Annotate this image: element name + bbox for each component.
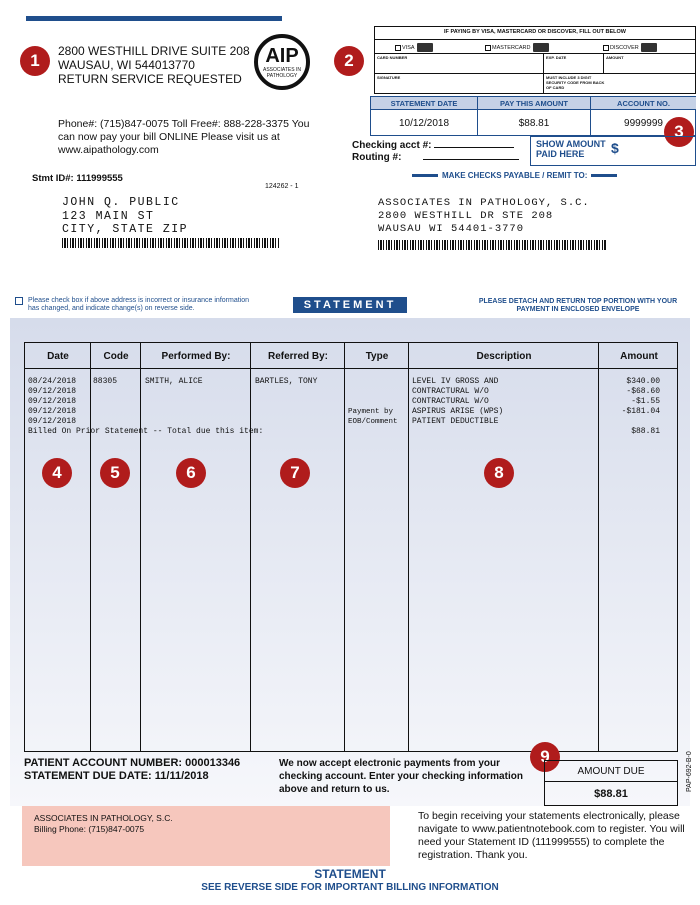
remit-barcode <box>378 240 606 250</box>
performed-by-cell: SMITH, ALICE <box>145 377 203 386</box>
col-header-type: Type <box>365 350 389 362</box>
visa-option[interactable] <box>395 43 433 52</box>
col-header-performed-by: Performed By: <box>161 350 231 362</box>
mastercard-label: MASTERCARD <box>492 44 531 51</box>
statement-due-date: STATEMENT DUE DATE: 11/11/2018 <box>24 770 209 782</box>
callout-badge-2: 2 <box>334 46 364 76</box>
account-no-value: 9999999 <box>624 117 663 129</box>
callout-badge-9: 9 <box>530 742 560 772</box>
account-info <box>24 757 240 783</box>
remit-address <box>378 197 590 236</box>
callout-badge-5: 5 <box>100 458 130 488</box>
mastercard-checkbox[interactable] <box>485 45 491 51</box>
callout-badge-3: 3 <box>664 117 694 147</box>
charges-table <box>24 342 678 752</box>
remit-line-3: WAUSAU WI 54401-3770 <box>378 223 525 235</box>
statement-date-value: 10/12/2018 <box>371 110 478 136</box>
billed-prior-note: Billed On Prior Statement -- Total due this item: <box>28 427 264 436</box>
logo-text: AIP <box>265 44 299 67</box>
address-change-checkbox[interactable] <box>15 297 23 305</box>
checking-acct-field[interactable] <box>434 147 514 148</box>
callout-badge-8: 8 <box>484 458 514 488</box>
electronic-payment-note: We now accept electronic payments from your checking account. Enter your checking information above and return to us. <box>279 758 523 795</box>
checking-acct-label: Checking acct #: <box>352 140 432 151</box>
return-address-line-3: RETURN SERVICE REQUESTED <box>58 72 242 86</box>
statement-label: STATEMENT <box>293 297 407 313</box>
checking-info <box>352 140 519 164</box>
card-box-header: IF PAYING BY VISA, MASTERCARD OR DISCOVER, FILL OUT BELOW <box>444 29 626 35</box>
security-code-note: MUST INCLUDE 3 DIGIT SECURITY CODE FROM BACK OF CARD <box>546 75 605 90</box>
visa-checkbox[interactable] <box>395 45 401 51</box>
col-header-date: Date <box>47 350 69 362</box>
amount-due-value: $88.81 <box>594 787 628 800</box>
card-number-label: CARD NUMBER <box>377 55 408 60</box>
footer-title: STATEMENT <box>314 867 386 881</box>
amount-label: AMOUNT <box>606 55 624 60</box>
logo-subtext: ASSOCIATES IN PATHOLOGY <box>263 66 301 79</box>
show-amount-label: SHOW AMOUNT PAID HERE <box>536 139 606 159</box>
amount-due-label: AMOUNT DUE <box>545 761 677 782</box>
statement-date-header: STATEMENT DATE <box>371 97 478 109</box>
footer-subtitle: SEE REVERSE SIDE FOR IMPORTANT BILLING INFORMATION <box>201 882 499 893</box>
routing-field[interactable] <box>423 159 519 160</box>
detach-instruction: PLEASE DETACH AND RETURN TOP PORTION WITH YOUR PAYMENT IN ENCLOSED ENVELOPE <box>478 298 678 313</box>
recipient-line-3: CITY, STATE ZIP <box>62 223 189 236</box>
discover-card-icon <box>641 43 657 52</box>
col-header-code: Code <box>103 350 129 362</box>
callout-badge-7: 7 <box>280 458 310 488</box>
description-cells: LEVEL IV GROSS AND CONTRACTURAL W/O CONTRACTURAL W/O ASPIRUS ARISE (WPS) PATIENT DEDUCTIBLE <box>412 377 504 426</box>
col-header-description: Description <box>476 350 532 362</box>
routing-label: Routing #: <box>352 152 402 163</box>
recipient-address <box>62 196 188 237</box>
item-total: $88.81 <box>631 427 660 436</box>
aip-logo <box>254 34 310 90</box>
recipient-barcode <box>62 238 280 248</box>
amount-cells: $340.00 -$68.60 -$1.55 -$181.04 <box>621 377 660 416</box>
remit-line-1: ASSOCIATES IN PATHOLOGY, S.C. <box>378 197 590 209</box>
show-amount-paid-box[interactable] <box>530 136 696 166</box>
make-checks-payable <box>408 171 621 180</box>
visa-card-icon <box>417 43 433 52</box>
callout-badge-4: 4 <box>42 458 72 488</box>
billing-contact-box <box>22 806 390 866</box>
callout-badge-6: 6 <box>176 458 206 488</box>
signature-label: SIGNATURE <box>377 75 401 80</box>
discover-label: DISCOVER <box>610 44 639 51</box>
visa-label: VISA <box>402 44 415 51</box>
amount-due-box <box>544 760 678 806</box>
pay-amount-header: PAY THIS AMOUNT <box>478 97 591 109</box>
date-cells: 08/24/2018 09/12/2018 09/12/2018 09/12/2018 09/12/2018 <box>28 377 77 426</box>
address-change-note: Please check box if above address is incorrect or insurance information has changed, and indicate change(s) on reverse side. <box>28 297 249 312</box>
statement-id: Stmt ID#: 111999555 <box>32 173 123 184</box>
remit-line-2: 2800 WESTHILL DR STE 208 <box>378 210 554 222</box>
return-address-line-1: 2800 WESTHILL DRIVE SUITE 208 <box>58 44 250 58</box>
discover-checkbox[interactable] <box>603 45 609 51</box>
pink-billing-phone: Billing Phone: (715)847-0075 <box>34 824 145 834</box>
mastercard-option[interactable] <box>485 43 549 52</box>
pink-company-name: ASSOCIATES IN PATHOLOGY, S.C. <box>34 813 173 823</box>
card-payment-box <box>374 26 696 94</box>
mastercard-card-icon <box>533 43 549 52</box>
payable-label: MAKE CHECKS PAYABLE / REMIT TO: <box>442 171 588 180</box>
return-address-line-2: WAUSAU, WI 544013770 <box>58 58 195 72</box>
recipient-line-1: JOHN Q. PUBLIC <box>62 196 180 209</box>
recipient-line-2: 123 MAIN ST <box>62 209 155 223</box>
callout-badge-1: 1 <box>20 46 50 76</box>
contact-info: Phone#: (715)847-0075 Toll Free#: 888-228-3375 You can now pay your bill ONLINE Please visit us at www.aipathology.com <box>58 118 310 156</box>
e-statement-enrollment: To begin receiving your statements electronically, please navigate to www.patientnotebook.com to register. You will need your Statement ID (111999555) to complete the registration. Thank you. <box>418 810 685 861</box>
discover-option[interactable] <box>603 43 657 52</box>
patient-account-number: PATIENT ACCOUNT NUMBER: 000013346 <box>24 757 241 769</box>
account-no-header: ACCOUNT NO. <box>591 97 696 109</box>
code-cell: 88305 <box>93 377 118 386</box>
referred-by-cell: BARTLES, TONY <box>255 377 318 386</box>
top-rule <box>26 16 282 21</box>
col-header-amount: Amount <box>620 350 658 362</box>
batch-number: 124262 - 1 <box>265 183 299 190</box>
payment-summary-table <box>370 96 696 136</box>
col-header-referred-by: Referred By: <box>267 350 329 362</box>
exp-date-label: EXP. DATE <box>546 55 567 60</box>
form-code: PAP-692-B-0 <box>686 751 693 792</box>
pay-amount-value: $88.81 <box>478 110 591 136</box>
return-address <box>58 44 250 86</box>
type-cell: Payment by EOB/Comment <box>348 408 398 426</box>
dollar-sign: $ <box>611 140 619 156</box>
